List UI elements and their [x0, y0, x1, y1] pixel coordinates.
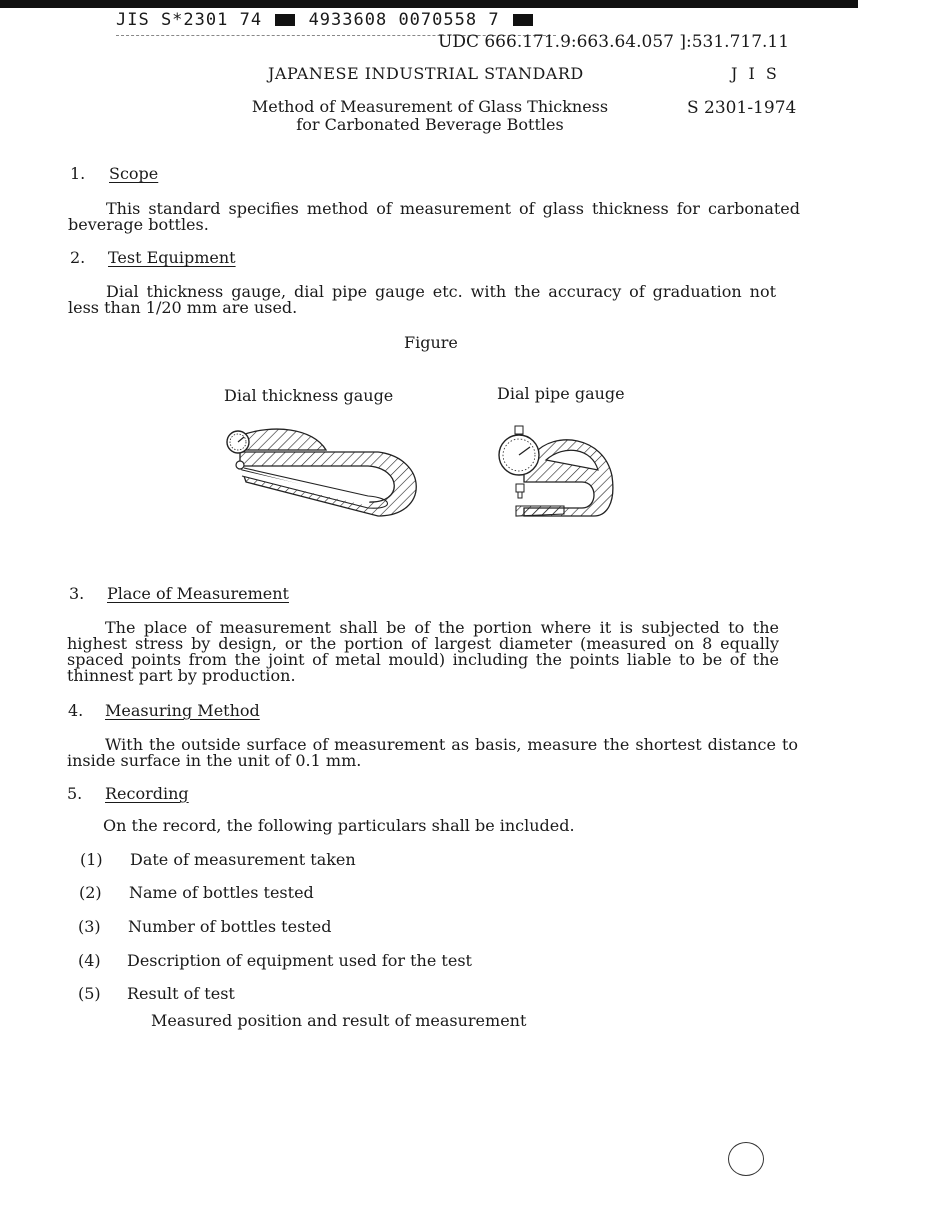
- top-scan-bar: [0, 0, 858, 8]
- section-title-recording: Recording: [105, 784, 189, 803]
- section-title-equipment: Test Equipment: [108, 248, 236, 267]
- list-item-number: (1): [80, 850, 103, 869]
- paragraph-scope-text: This standard specifies method of measurement of glass thickness for carbonated beverage bottles.: [68, 199, 800, 234]
- section-number: 4.: [68, 701, 84, 720]
- section-number: 3.: [69, 584, 85, 603]
- list-sub-item-text: Measured position and result of measurement: [151, 1011, 527, 1030]
- list-item-number: (4): [78, 951, 101, 970]
- paragraph-method-text: With the outside surface of measurement as basis, measure the shortest distance to inside surface in the unit of 0.1 mm.: [67, 735, 798, 770]
- list-item-number: (2): [79, 883, 102, 902]
- section-title-method: Measuring Method: [105, 701, 260, 720]
- redaction-block: [275, 14, 295, 26]
- header-code-prefix: JIS S*2301 74: [116, 10, 263, 30]
- list-item-text: Description of equipment used for the test: [127, 951, 472, 970]
- header-code-middle: 4933608 0070558 7: [308, 10, 500, 30]
- figure-label-left: Dial thickness gauge: [224, 386, 394, 405]
- figure-label-right: Dial pipe gauge: [497, 384, 625, 403]
- redaction-block: [513, 14, 533, 26]
- header-code: [116, 10, 535, 30]
- dial-thickness-gauge-drawing: [218, 420, 428, 526]
- udc-code: UDC 666.171.9:663.64.057 ]:531.717.11: [438, 32, 790, 52]
- paragraph-equipment: [68, 284, 776, 316]
- standard-heading: JAPANESE INDUSTRIAL STANDARD: [268, 64, 584, 83]
- document-title-line2: for Carbonated Beverage Bottles: [296, 115, 564, 134]
- paragraph-scope: [68, 201, 800, 233]
- seal-circle: [728, 1142, 764, 1176]
- document-title: [230, 98, 630, 134]
- dial-pipe-gauge-drawing: [494, 424, 618, 522]
- list-item-text: Result of test: [127, 984, 235, 1003]
- recording-intro: On the record, the following particulars shall be included.: [103, 816, 575, 835]
- section-title-scope: Scope: [109, 164, 159, 183]
- list-item-text: Name of bottles tested: [129, 883, 314, 902]
- paragraph-method: [67, 737, 798, 769]
- section-number: 5.: [67, 784, 83, 803]
- section-title-place: Place of Measurement: [107, 584, 289, 603]
- list-item-text: Date of measurement taken: [130, 850, 356, 869]
- section-number: 2.: [70, 248, 86, 267]
- document-title-line1: Method of Measurement of Glass Thickness: [251, 97, 609, 116]
- paragraph-place-text: The place of measurement shall be of the portion where it is subjected to the highest stress by design, or the portion of largest diameter (measured on 8 equally spaced points from the joint of metal mould) including the points liable to be of the thinnest part by production.: [67, 618, 779, 685]
- document-number: S 2301-1974: [687, 98, 797, 118]
- list-item-number: (3): [78, 917, 101, 936]
- figure-caption: Figure: [404, 333, 458, 352]
- list-item-number: (5): [78, 984, 101, 1003]
- paragraph-place: [67, 620, 779, 684]
- list-item-text: Number of bottles tested: [128, 917, 332, 936]
- section-number: 1.: [70, 164, 86, 183]
- paragraph-equipment-text: Dial thickness gauge, dial pipe gauge etc. with the accuracy of graduation not less than 1/20 mm are used.: [68, 282, 776, 317]
- jis-mark: J I S: [731, 64, 780, 83]
